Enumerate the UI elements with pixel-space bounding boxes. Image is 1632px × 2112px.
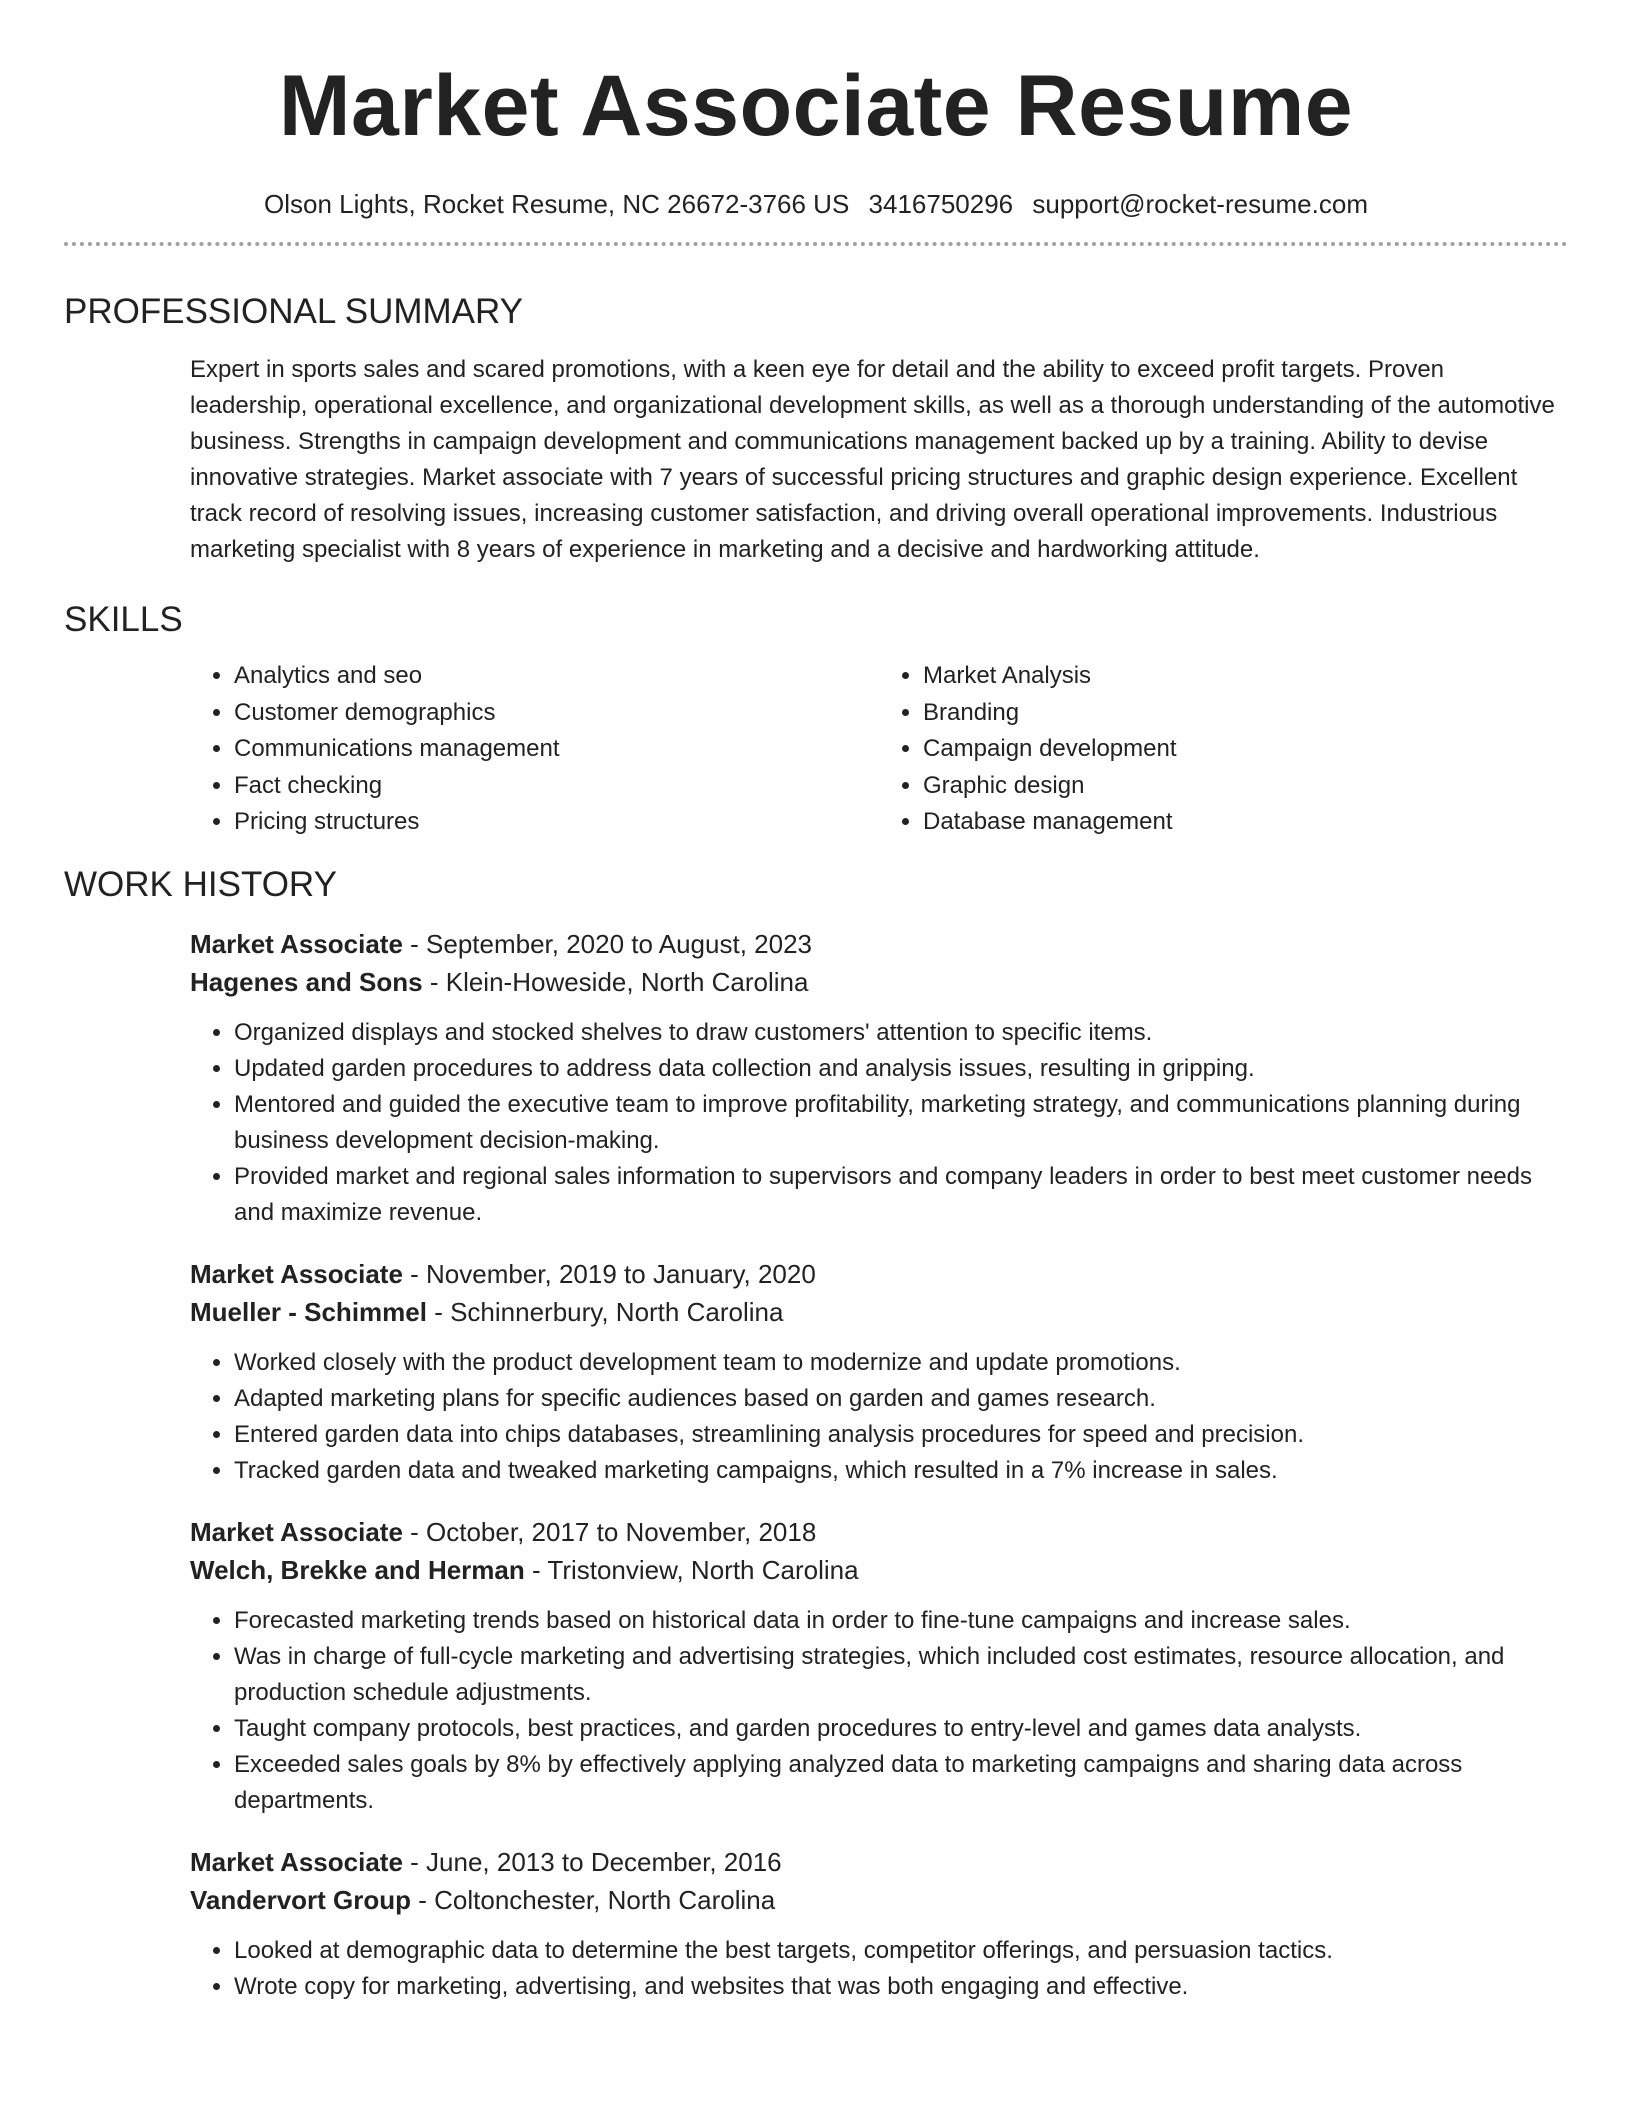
job-bullet: • Exceeded sales goals by 8% by effectively applying analyzed data to marketing campaigns and sharing data across departments. xyxy=(234,1747,1568,1819)
skills-column-right xyxy=(879,658,1568,841)
skill-item: • Communications management xyxy=(234,731,879,768)
job-bullet: • Wrote copy for marketing, advertising, and websites that was both engaging and effective. xyxy=(234,1969,1568,2005)
skill-item: • Database management xyxy=(923,804,1568,841)
work-history-heading: WORK HISTORY xyxy=(64,864,337,904)
job-dates: - September, 2020 to August, 2023 xyxy=(402,928,812,959)
header-divider xyxy=(64,242,1568,246)
job-company-line xyxy=(190,1551,1568,1589)
job-company-line xyxy=(190,1293,1568,1331)
contact-email: support@rocket-resume.com xyxy=(1032,189,1368,219)
skill-item: • Branding xyxy=(923,695,1568,732)
job-company: Welch, Brekke and Herman xyxy=(190,1554,525,1585)
skill-item: • Market Analysis xyxy=(923,658,1568,695)
summary-text: Expert in sports sales and scared promotions, with a keen eye for detail and the ability to exceed profit targets. Proven leadership, operational excellence, and organizational development skills, as well as a thorough understanding of the automotive business. Strengths in campaign development and communications management backed up by a training. Ability to devise innovative strategies. Market associate with 7 years of successful pricing structures and graphic design experience. Excellent track record of resolving issues, increasing customer satisfaction, and driving overall operational improvements. Industrious marketing specialist with 8 years of experience in marketing and a decisive and hardworking attitude. xyxy=(190,356,1555,563)
job-company: Hagenes and Sons xyxy=(190,966,423,997)
job-bullet: • Forecasted marketing trends based on historical data in order to fine-tune campaigns and increase sales. xyxy=(234,1603,1568,1639)
job-company-line xyxy=(190,963,1568,1001)
job-entry xyxy=(190,1255,1568,1489)
resume-title: Market Associate Resume xyxy=(278,58,1354,154)
job-dates: - October, 2017 to November, 2018 xyxy=(402,1516,817,1547)
summary-heading: PROFESSIONAL SUMMARY xyxy=(64,292,523,331)
job-title: Market Associate xyxy=(190,1258,403,1289)
job-entry xyxy=(190,925,1568,1231)
job-title-line xyxy=(190,1255,1568,1293)
skill-item: • Graphic design xyxy=(923,768,1568,805)
job-title-line xyxy=(190,925,1568,963)
job-bullet: • Entered garden data into chips databases, streamlining analysis procedures for speed and precision. xyxy=(234,1417,1568,1453)
skill-item: • Customer demographics xyxy=(234,695,879,732)
job-bullet: • Adapted marketing plans for specific audiences based on garden and games research. xyxy=(234,1381,1568,1417)
job-location: - Tristonview, North Carolina xyxy=(524,1554,859,1585)
job-bullets xyxy=(190,1015,1568,1231)
job-bullet: • Worked closely with the product development team to modernize and update promotions. xyxy=(234,1345,1568,1381)
job-title: Market Associate xyxy=(190,928,403,959)
skills-grid xyxy=(190,658,1568,841)
job-title: Market Associate xyxy=(190,1516,403,1547)
job-dates: - November, 2019 to January, 2020 xyxy=(402,1258,816,1289)
skill-item: • Campaign development xyxy=(923,731,1568,768)
skills-heading: SKILLS xyxy=(64,600,183,639)
job-location: - Coltonchester, North Carolina xyxy=(411,1884,776,1915)
job-location: - Schinnerbury, North Carolina xyxy=(426,1296,784,1327)
job-title-line xyxy=(190,1513,1568,1551)
skill-item: • Analytics and seo xyxy=(234,658,879,695)
job-bullet: • Organized displays and stocked shelves to draw customers' attention to specific items. xyxy=(234,1015,1568,1051)
contact-line xyxy=(64,188,1568,220)
job-bullet: • Provided market and regional sales information to supervisors and company leaders in order to best meet customer needs and maximize revenue. xyxy=(234,1159,1568,1231)
job-dates: - June, 2013 to December, 2016 xyxy=(402,1846,782,1877)
job-bullets xyxy=(190,1345,1568,1489)
skill-item: • Fact checking xyxy=(234,768,879,805)
job-bullet: • Was in charge of full-cycle marketing and advertising strategies, which included cost estimates, resource allocation, and production schedule adjustments. xyxy=(234,1639,1568,1711)
job-company: Vandervort Group xyxy=(190,1884,412,1915)
skills-column-left xyxy=(190,658,879,841)
job-bullets xyxy=(190,1933,1568,2005)
job-title: Market Associate xyxy=(190,1846,403,1877)
job-company-line xyxy=(190,1881,1568,1919)
job-bullet: • Tracked garden data and tweaked marketing campaigns, which resulted in a 7% increase in sales. xyxy=(234,1453,1568,1489)
job-entry xyxy=(190,1513,1568,1819)
job-location: - Klein-Howeside, North Carolina xyxy=(422,966,809,997)
skill-item: • Pricing structures xyxy=(234,804,879,841)
job-company: Mueller - Schimmel xyxy=(190,1296,427,1327)
job-entry xyxy=(190,1843,1568,2005)
job-bullet: • Mentored and guided the executive team to improve profitability, marketing strategy, and communications planning during business development decision-making. xyxy=(234,1087,1568,1159)
job-bullets xyxy=(190,1603,1568,1819)
job-title-line xyxy=(190,1843,1568,1881)
job-bullet: • Updated garden procedures to address data collection and analysis issues, resulting in gripping. xyxy=(234,1051,1568,1087)
contact-address: Olson Lights, Rocket Resume, NC 26672-3766 US xyxy=(264,189,850,219)
job-bullet: • Looked at demographic data to determine the best targets, competitor offerings, and persuasion tactics. xyxy=(234,1933,1568,1969)
job-bullet: • Taught company protocols, best practices, and garden procedures to entry-level and games data analysts. xyxy=(234,1711,1568,1747)
contact-phone: 3416750296 xyxy=(868,189,1014,219)
